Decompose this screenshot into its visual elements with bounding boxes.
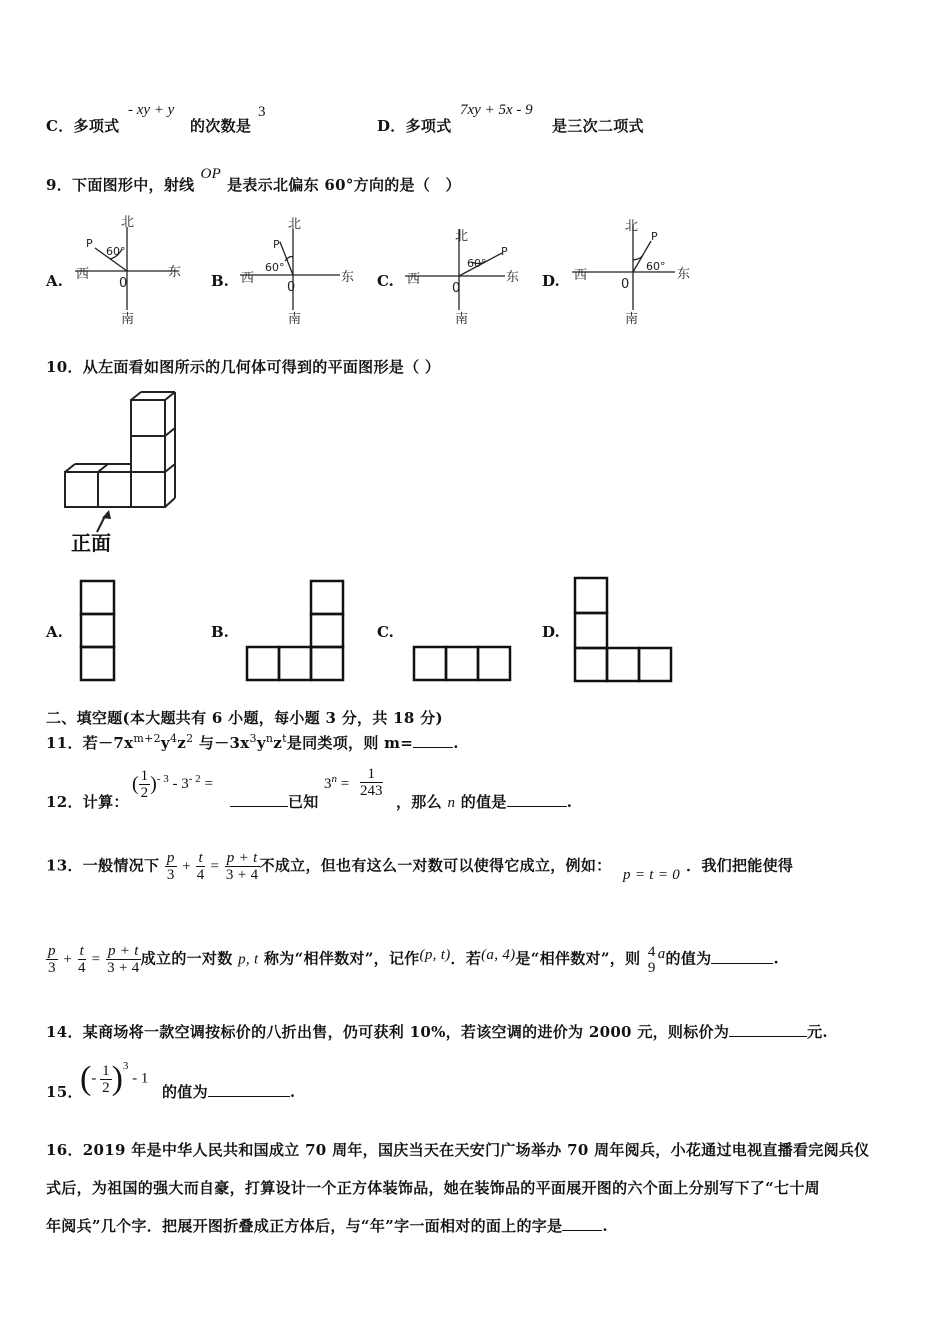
q10-front-label: 正面 (71, 531, 111, 555)
q16-line-3: 年阅兵”几个字．把展开图折叠成正方体后，与“年”字一面相对的面上的字是 . (46, 1217, 608, 1235)
q16-line-1: 16．2019 年是中华人民共和国成立 70 周年，国庆当天在天安门广场举办 70 周年阅兵，小花通过电视直播看完阅兵仪 (46, 1141, 870, 1159)
q12-answer-blank-2[interactable] (507, 792, 567, 807)
q10-option-d-label: D. (542, 623, 560, 641)
q12-tail: ，那么 n 的值是 . (396, 793, 573, 811)
q15-text: 的值为 . (162, 1083, 296, 1101)
q10-option-a-label: A. (46, 623, 63, 641)
q9-c-south: 南 (455, 312, 469, 327)
q9-c-angle: 60° (467, 257, 487, 270)
q9-option-b-label: B. (211, 272, 229, 290)
q8-c-value: 3 (258, 104, 266, 120)
q8-d-text: 是三次二项式 (552, 117, 644, 135)
q9-b-angle: 60° (265, 261, 285, 274)
q9-a-north: 北 (121, 215, 135, 230)
q9-b-east: 东 (341, 270, 355, 285)
q13-answer-blank[interactable] (711, 949, 773, 964)
q13-line-1: 13．一般情况下 $\frac{p}{3}$ + $\frac{t}{4}$ = $\frac{p + t}{3 + 4}$ 不成立，但也有这么一对数可以使得它成立，例如： p = t = 0 ．我们把能使得 (46, 850, 794, 883)
q9-b-south: 南 (288, 312, 302, 327)
q9-c-origin: 0 (452, 281, 461, 296)
q8-option-c: C．多项式 (46, 117, 120, 135)
q9-a-angle: 60° (106, 245, 126, 258)
q9-c-east: 东 (506, 270, 520, 285)
q9-d-angle: 60° (646, 260, 666, 273)
section-2-title: 二、填空题(本大题共有 6 小题，每小题 3 分，共 18 分) (46, 709, 443, 727)
q11: 11．若$-7x^{m+2}y^4z^2$ 与$-3x^3y^nz^t$是同类项，则 m= . (46, 732, 459, 752)
q12-answer-blank-1[interactable] (230, 792, 288, 807)
q10-solid-figure (45, 388, 195, 558)
q9-d-point: P (651, 230, 658, 243)
q9-option-c-label: C. (377, 272, 394, 290)
q8-option-d: D．多项式 (377, 117, 452, 135)
q9-c-point: P (501, 245, 508, 258)
q9-b-north: 北 (288, 217, 302, 232)
q9-a-west: 西 (76, 267, 90, 282)
q13-line-2: $\frac{p}{3}$ + $\frac{t}{4}$ = $\frac{p + t}{3 + 4}$ 成立的一对数 p, t 称为“相伴数对”，记作(p, t)．若(a, 4)是“相伴数对”，则 4 9 a的值为 . (48, 943, 779, 976)
q10-option-b-label: B. (211, 623, 229, 641)
q9-a-point: P (86, 237, 93, 250)
q15-expression: (- $\frac{1}{2}$ )$^3$ - 1 (80, 1060, 149, 1097)
q9-b-point: P (273, 238, 280, 251)
q11-answer-blank[interactable] (413, 733, 453, 748)
q15-answer-blank[interactable] (208, 1082, 290, 1097)
q12-label: 12．计算： (46, 793, 129, 811)
q9-c-west: 西 (407, 272, 421, 287)
q9-compass-diagrams (0, 215, 720, 330)
q14-answer-blank[interactable] (729, 1022, 807, 1037)
q16-answer-blank[interactable] (562, 1216, 602, 1231)
q9-b-west: 西 (241, 271, 255, 286)
q10-stem: 10．从左面看如图所示的几何体可得到的平面图形是（ ） (46, 358, 441, 376)
q9-option-d-label: D. (542, 272, 560, 290)
q9-ray: OP (200, 166, 222, 182)
q8-c-text: 的次数是 (190, 117, 252, 135)
q8-d-expression: 7xy + 5x - 9 (460, 102, 533, 118)
q9-d-origin: 0 (621, 277, 630, 292)
q16-line-2: 式后，为祖国的强大而自豪，打算设计一个正方体装饰品，她在装饰品的平面展开图的六个面上分别写下了“七十周 (46, 1179, 820, 1197)
q9-c-north: 北 (455, 229, 469, 244)
q9-d-north: 北 (625, 219, 639, 234)
q9-a-south: 南 (121, 312, 135, 327)
q9-option-a-label: A. (46, 272, 63, 290)
q14: 14．某商场将一款空调按标价的八折出售，仍可获利 10%，若该空调的进价为 2000 元，则标价为 元. (46, 1023, 828, 1041)
q10-option-figures (0, 570, 720, 690)
q9-a-east: 东 (168, 265, 182, 280)
q12-known-part: 已知 (230, 791, 319, 812)
q9-d-south: 南 (625, 312, 639, 327)
q12-expression: ( $\frac{1}{2}$ )$^{- 3} - 3^{- 2}$ = (132, 768, 213, 801)
q9-a-origin: 0 (119, 276, 128, 291)
q9-stem: 9．下面图形中，射线OP是表示北偏东 60°方向的是（ ） (46, 166, 461, 194)
q12-power: 3$^n$ = (324, 773, 350, 792)
q9-d-west: 西 (574, 268, 588, 283)
q8-c-expression: - xy + y (128, 102, 175, 118)
q9-d-east: 东 (677, 267, 691, 282)
q9-b-origin: 0 (287, 280, 296, 295)
q10-option-c-label: C. (377, 623, 394, 641)
q12-fraction: $\frac{1}{243}$ (360, 766, 383, 799)
q15-label: 15． (46, 1083, 83, 1101)
